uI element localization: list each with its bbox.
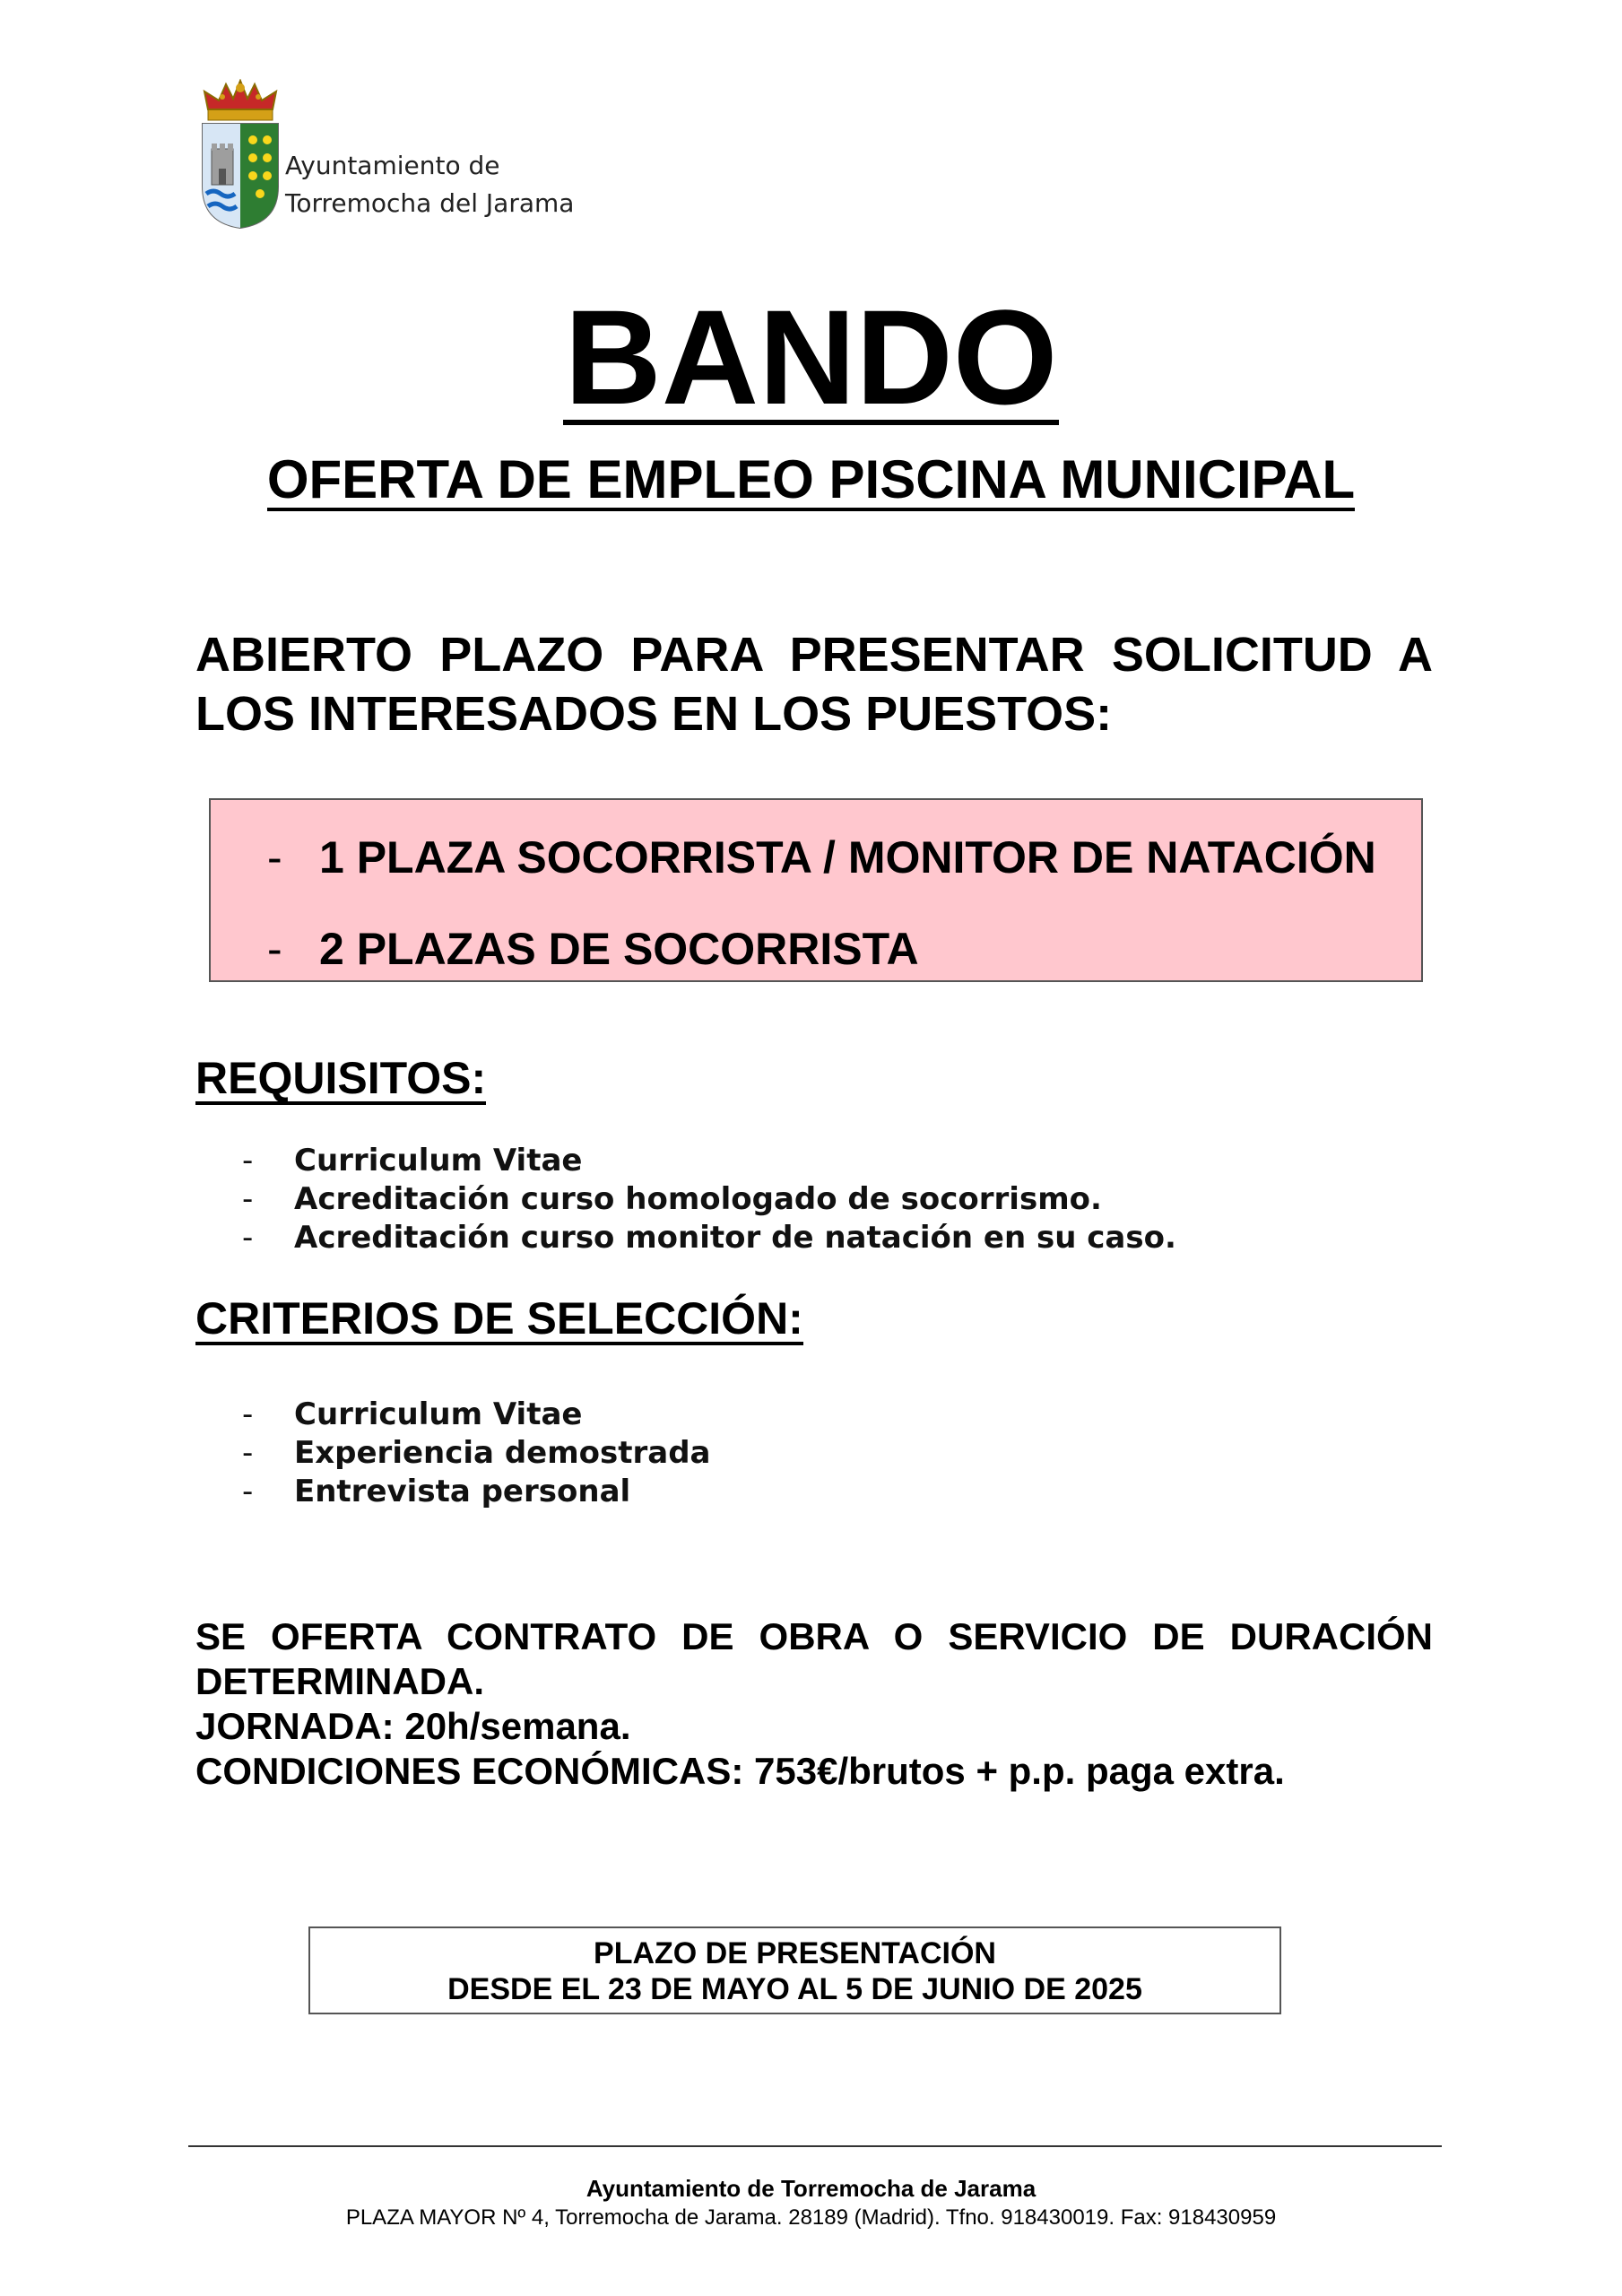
footer-org: Ayuntamiento de Torremocha de Jarama xyxy=(585,2175,1037,2202)
position-item xyxy=(267,922,919,976)
criteria-heading: CRITERIOS DE SELECCIÓN: xyxy=(195,1293,803,1344)
contract-line3: JORNADA: 20h/semana. xyxy=(195,1705,631,1747)
list-dash: - xyxy=(242,1143,254,1178)
deadline-dates: DESDE EL 23 DE MAYO AL 5 DE JUNIO DE 2025 xyxy=(447,1972,1142,2006)
page-subtitle: OFERTA DE EMPLEO PISCINA MUNICIPAL xyxy=(266,449,1356,509)
list-item xyxy=(242,1472,630,1511)
page-title: BANDO xyxy=(564,282,1058,432)
position-item xyxy=(267,831,1376,884)
header-org-line1: Ayuntamiento de xyxy=(285,151,500,180)
list-item-label: Acreditación curso monitor de natación en su caso. xyxy=(294,1220,1176,1256)
list-dash: - xyxy=(242,1396,254,1432)
list-item xyxy=(242,1179,1102,1219)
list-item-label: Curriculum Vitae xyxy=(294,1396,583,1432)
requirements-heading: REQUISITOS: xyxy=(195,1053,487,1103)
list-item-label: Experiencia demostrada xyxy=(294,1435,711,1471)
list-item xyxy=(242,1433,711,1473)
position-label: 2 PLAZAS DE SOCORRISTA xyxy=(319,924,919,974)
contract-line1: SE OFERTA CONTRATO DE OBRA O SERVICIO DE DURACIÓN xyxy=(195,1615,1433,1657)
list-dash: - xyxy=(242,1474,254,1509)
footer-address: PLAZA MAYOR Nº 4, Torremocha de Jarama. 28189 (Madrid). Tfno. 918430019. Fax: 918430959 xyxy=(345,2205,1277,2230)
deadline-title: PLAZO DE PRESENTACIÓN xyxy=(594,1936,996,1970)
list-dash: - xyxy=(242,1220,254,1256)
coat-of-arms-icon xyxy=(195,79,285,231)
list-dash: - xyxy=(267,832,282,883)
contract-line4: CONDICIONES ECONÓMICAS: 753€/brutos + p.p. paga extra. xyxy=(195,1750,1285,1792)
position-label: 1 PLAZA SOCORRISTA / MONITOR DE NATACIÓN xyxy=(319,832,1376,883)
contract-line2: DETERMINADA. xyxy=(195,1660,484,1702)
list-dash: - xyxy=(267,924,282,974)
intro-line2: LOS INTERESADOS EN LOS PUESTOS: xyxy=(195,687,1113,741)
deadline-box xyxy=(308,1926,1281,2014)
list-item xyxy=(242,1141,582,1180)
list-item-label: Entrevista personal xyxy=(294,1474,631,1509)
intro-line1: ABIERTO PLAZO PARA PRESENTAR SOLICITUD A xyxy=(195,628,1433,682)
list-item-label: Acreditación curso homologado de socorrismo. xyxy=(294,1181,1102,1217)
footer-divider xyxy=(188,2145,1442,2147)
list-dash: - xyxy=(242,1181,254,1217)
header-org-line2: Torremocha del Jarama xyxy=(285,188,575,218)
list-item-label: Curriculum Vitae xyxy=(294,1143,583,1178)
list-dash: - xyxy=(242,1435,254,1471)
list-item xyxy=(242,1395,582,1434)
list-item xyxy=(242,1218,1176,1257)
